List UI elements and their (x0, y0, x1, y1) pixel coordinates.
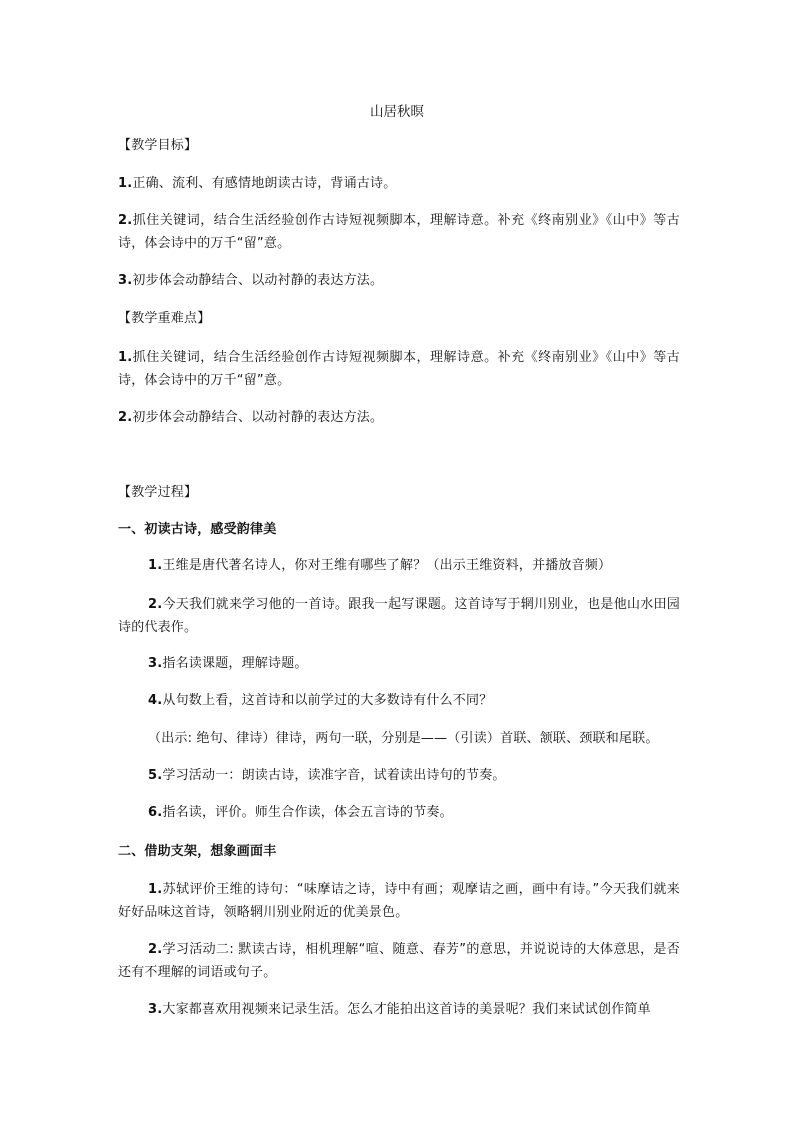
goal-item-3-text: 初步体会动静结合、以动衬静的表达方法。 (132, 273, 384, 288)
part2-item-1 (118, 878, 680, 924)
part1-item-3-text: 指名读课题，理解诗题。 (162, 656, 308, 671)
part2-item-2 (118, 938, 680, 984)
part2-item-3-number: 3. (148, 1002, 163, 1017)
goal-item-3 (118, 270, 683, 292)
part1-item-4-number: 4. (148, 693, 163, 708)
part1-item-5-number: 5. (148, 768, 163, 783)
part1-item-2-text: 今天我们就来学习他的一首诗。跟我一起写课题。这首诗写于辋川别业，也是他山水田园诗的代表作。 (118, 597, 680, 635)
key-points-heading: 【教学重难点】 (118, 311, 211, 326)
goals-heading: 【教学目标】 (118, 138, 198, 153)
part1-item-4 (148, 690, 680, 712)
process-heading: 【教学过程】 (118, 485, 198, 500)
part1-title: 一、初读古诗，感受韵律美 (118, 522, 277, 537)
part1-item-2-number: 2. (148, 597, 163, 612)
key-point-item-2-text: 初步体会动静结合、以动衬静的表达方法。 (132, 410, 384, 425)
part2-item-1-text: 苏轼评价王维的诗句：“味摩诘之诗，诗中有画；观摩诘之画，画中有诗。”今天我们就来好好品味这首诗，领略辋川别业附近的优美景色。 (118, 882, 680, 920)
key-point-item-2-number: 2. (118, 410, 133, 425)
part1-item-4-text: 从句数上看，这首诗和以前学过的大多数诗有什么不同？ (162, 693, 493, 708)
part2-item-3 (148, 999, 680, 1021)
part2-item-1-number: 1. (148, 882, 163, 897)
goal-item-3-number: 3. (118, 273, 133, 288)
part1-note: （出示: 绝句、律诗）律诗，两句一联，分别是——（引读）首联、颔联、颈联和尾联。 (148, 731, 659, 746)
part1-item-6-text: 指名读，评价。师生合作读，体会五言诗的节奏。 (162, 805, 453, 820)
key-point-item-1-text: 抓住关键词，结合生活经验创作古诗短视频脚本，理解诗意。补充《终南别业》《山中》等古诗，体会诗中的万千“留”意。 (118, 350, 680, 388)
key-point-item-1-number: 1. (118, 350, 133, 365)
part2-item-2-number: 2. (148, 942, 163, 957)
key-point-item-1 (118, 346, 680, 392)
goal-item-1-text: 正确、流利、有感情地朗读古诗，背诵古诗。 (132, 176, 397, 191)
key-point-item-2 (118, 407, 683, 429)
part1-item-2 (118, 593, 680, 639)
part1-item-6-number: 6. (148, 805, 163, 820)
goal-item-1 (118, 173, 683, 195)
part1-item-3 (148, 653, 680, 675)
part2-item-3-text: 大家都喜欢用视频来记录生活。怎么才能拍出这首诗的美景呢？我们来试试创作简单 (162, 1002, 651, 1017)
goal-item-1-number: 1. (118, 176, 133, 191)
part2-item-2-text: 学习活动二: 默读古诗，相机理解“喧、随意、春芳”的意思，并说说诗的大体意思，是否还有不理解的词语或句子。 (118, 942, 680, 980)
part1-item-1-text: 王维是唐代著名诗人，你对王维有哪些了解？（出示王维资料，并播放音频） (162, 558, 612, 573)
document-title: 山居秋暝 (370, 104, 424, 120)
part2-title: 二、借助支架，想象画面丰 (118, 844, 277, 859)
part1-item-1-number: 1. (148, 558, 163, 573)
part1-item-5 (148, 765, 680, 787)
part1-item-6 (148, 802, 680, 824)
part1-item-3-number: 3. (148, 656, 163, 671)
goal-item-2 (118, 209, 680, 255)
part1-item-1 (148, 555, 680, 577)
part1-item-5-text: 学习活动一：朗读古诗，读准字音，试着读出诗句的节奏。 (162, 768, 506, 783)
goal-item-2-number: 2. (118, 213, 133, 228)
goal-item-2-text: 抓住关键词，结合生活经验创作古诗短视频脚本，理解诗意。补充《终南别业》《山中》等古诗，体会诗中的万千“留”意。 (118, 213, 680, 251)
